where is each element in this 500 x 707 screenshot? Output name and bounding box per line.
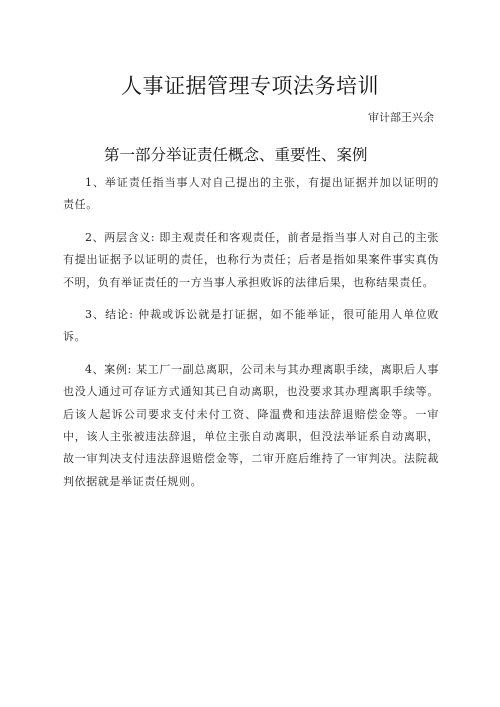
paragraph-two-meanings: 2、两层含义: 即主观责任和客观责任，前者是指当事人对自己的主张有提出证据予以证明的责任，也称行为责任；后者是指如果案件事实真伪不明，负有举证责任的一方当事人承担败诉的法律后果，也称结果责任。 — [63, 230, 439, 289]
document-title: 人事证据管理专项法务培训 — [121, 74, 379, 98]
document-body — [63, 172, 439, 503]
paragraph-definition: 1、举证责任指当事人对自己提出的主张，有提出证据并加以证明的责任。 — [63, 176, 439, 212]
paragraph-conclusion: 3、结论: 仲裁或诉讼就是打证据，如不能举证，很可能用人单位败诉。 — [63, 308, 439, 344]
section-heading: 第一部分举证责任概念、重要性、案例 — [104, 146, 368, 164]
paragraph-case: 4、案例: 某工厂一副总离职，公司未与其办理离职手续，离职后人事也没人通过可存证方式通知其已自动离职，也没要求其办理离职手续等。后该人起诉公司要求支付未付工资、降温费和违法辞退赔偿金等。一审中，该人主张被违法辞退，单位主张自动离职，但没法举证系自动离职，故一审判决支付违法辞退赔偿金等，二审开庭后维持了一审判决。法院裁判依据就是举证责任规则。 — [63, 362, 439, 488]
document-author: 审计部王兴余 — [368, 111, 434, 124]
